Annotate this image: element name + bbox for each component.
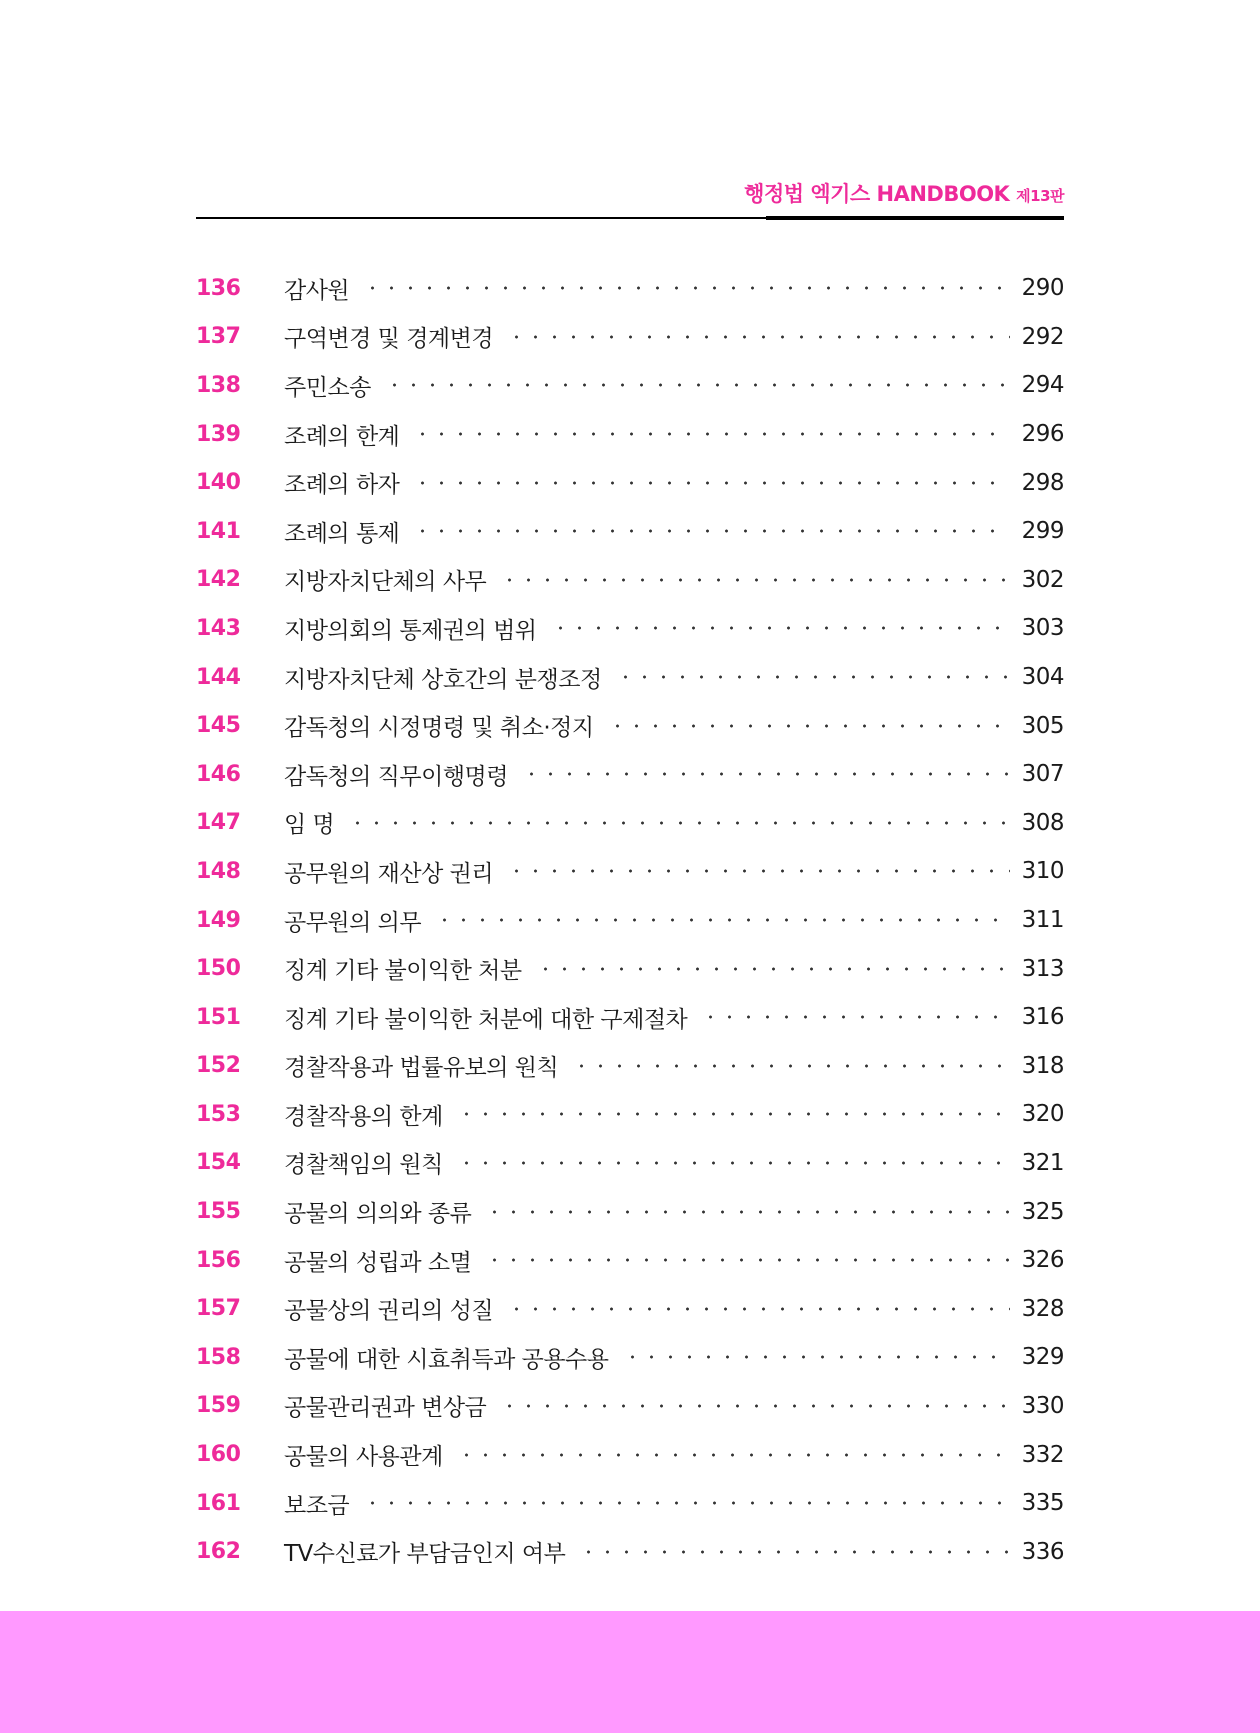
- dot-leader: [572, 1064, 1010, 1068]
- toc-entry-page: 305: [1021, 712, 1064, 739]
- toc-entry-number: 151: [196, 1004, 241, 1030]
- toc-entry-page: 310: [1021, 858, 1064, 885]
- toc-entry-title: 공물관리권과 변상금: [284, 1395, 487, 1422]
- toc-entry[interactable]: [196, 1187, 1064, 1236]
- toc-entry-number: 148: [196, 858, 241, 884]
- toc-entry-title: 구역변경 및 경계변경: [284, 326, 494, 353]
- toc-entry-page: 303: [1021, 615, 1064, 642]
- dot-leader: [457, 1453, 1010, 1457]
- toc-entry-title: 지방자치단체 상호간의 분쟁조정: [284, 666, 602, 693]
- toc-entry-page: 296: [1021, 421, 1064, 448]
- toc-entry-title: 조례의 한계: [284, 423, 400, 450]
- toc-entry[interactable]: [196, 1382, 1064, 1431]
- dot-leader: [536, 967, 1010, 971]
- dot-leader: [385, 383, 1010, 387]
- toc-entry-page: 294: [1021, 372, 1064, 399]
- toc-entry-number: 157: [196, 1296, 241, 1322]
- toc-entry-number: 153: [196, 1101, 241, 1127]
- toc-entry-page: 330: [1021, 1392, 1064, 1419]
- toc-entry-title: 공물에 대한 시효취득과 공용수용: [284, 1346, 609, 1373]
- dot-leader: [435, 918, 1010, 922]
- toc-entry-title: 공물의 사용관계: [284, 1444, 443, 1471]
- toc-entry-number: 162: [196, 1539, 241, 1565]
- toc-entry[interactable]: [196, 264, 1064, 313]
- toc-entry-number: 136: [196, 275, 241, 301]
- dot-leader: [363, 286, 1010, 290]
- toc-entry[interactable]: [196, 458, 1064, 507]
- toc-entry-number: 152: [196, 1053, 241, 1079]
- toc-entry[interactable]: [196, 1139, 1064, 1188]
- dot-leader: [500, 578, 1010, 582]
- toc-entry-title: 지방자치단체의 사무: [284, 569, 487, 596]
- toc-entry-title: 공무원의 재산상 권리: [284, 860, 494, 887]
- toc-entry-title: 공물의 성립과 소멸: [284, 1249, 472, 1276]
- toc-entry-number: 141: [196, 518, 241, 544]
- toc-entry-title: 경찰책임의 원칙: [284, 1152, 443, 1179]
- toc-entry-page: 316: [1021, 1004, 1064, 1031]
- toc-entry[interactable]: [196, 1479, 1064, 1528]
- toc-entry-number: 159: [196, 1393, 241, 1419]
- header-divider-accent: [766, 216, 1064, 220]
- toc-entry-page: 302: [1021, 566, 1064, 593]
- toc-entry-title: 공무원의 의무: [284, 909, 422, 936]
- toc-entry-title: 감사원: [284, 277, 350, 304]
- toc-entry-number: 139: [196, 421, 241, 447]
- toc-entry[interactable]: [196, 1236, 1064, 1285]
- toc-entry[interactable]: [196, 410, 1064, 459]
- toc-entry-number: 147: [196, 810, 241, 836]
- dot-leader: [485, 1210, 1010, 1214]
- toc-entry-page: 308: [1021, 809, 1064, 836]
- toc-entry[interactable]: [196, 1042, 1064, 1091]
- toc-entry-number: 142: [196, 567, 241, 593]
- toc-entry-number: 156: [196, 1247, 241, 1273]
- dot-leader: [413, 481, 1010, 485]
- toc-entry-title: 보조금: [284, 1492, 350, 1519]
- toc-entry-title: 조례의 하자: [284, 472, 400, 499]
- dot-leader: [579, 1550, 1010, 1554]
- toc-entry-title: 조례의 통제: [284, 520, 400, 547]
- toc-entry-page: 318: [1021, 1052, 1064, 1079]
- toc-entry-page: 307: [1021, 761, 1064, 788]
- toc-entry[interactable]: [196, 1333, 1064, 1382]
- dot-leader: [413, 529, 1010, 533]
- toc-entry-title: 공물의 의의와 종류: [284, 1201, 472, 1228]
- toc-entry-number: 143: [196, 615, 241, 641]
- toc-entry[interactable]: [196, 896, 1064, 945]
- dot-leader: [457, 1161, 1010, 1165]
- toc-entry-title: 징계 기타 불이익한 처분: [284, 958, 522, 985]
- dot-leader: [522, 772, 1010, 776]
- toc-entry[interactable]: [196, 1430, 1064, 1479]
- toc-entry-number: 155: [196, 1199, 241, 1225]
- toc-entry-title: 감독청의 시정명령 및 취소·정지: [284, 715, 594, 742]
- toc-entry[interactable]: [196, 1090, 1064, 1139]
- dot-leader: [485, 1258, 1010, 1262]
- toc-entry[interactable]: [196, 1284, 1064, 1333]
- toc-entry[interactable]: [196, 556, 1064, 605]
- toc-entry-page: 304: [1021, 664, 1064, 691]
- running-header: [744, 178, 1064, 208]
- toc-entry-number: 154: [196, 1150, 241, 1176]
- toc-entry[interactable]: [196, 313, 1064, 362]
- edition-label: 제13판: [1016, 187, 1064, 205]
- toc-entry-number: 161: [196, 1490, 241, 1516]
- toc-entry[interactable]: [196, 847, 1064, 896]
- toc-entry-number: 149: [196, 907, 241, 933]
- toc-entry[interactable]: [196, 701, 1064, 750]
- dot-leader: [507, 335, 1010, 339]
- toc-entry-page: 329: [1021, 1344, 1064, 1371]
- dot-leader: [616, 675, 1010, 679]
- toc-entry-title: 경찰작용과 법률유보의 원칙: [284, 1055, 559, 1082]
- toc-entry-title: TV수신료가 부담금인지 여부: [284, 1541, 566, 1568]
- dot-leader: [363, 1501, 1010, 1505]
- dot-leader: [551, 626, 1010, 630]
- toc-entry-page: 290: [1021, 275, 1064, 302]
- footer-band: [0, 1611, 1260, 1733]
- toc-entry-page: 325: [1021, 1198, 1064, 1225]
- toc-entry-page: 328: [1021, 1295, 1064, 1322]
- toc-entry-page: 335: [1021, 1490, 1064, 1517]
- toc-entry[interactable]: [196, 653, 1064, 702]
- toc-entry-title: 지방의회의 통제권의 범위: [284, 617, 537, 644]
- toc-entry-page: 326: [1021, 1247, 1064, 1274]
- toc-entry-number: 138: [196, 372, 241, 398]
- toc-entry-title: 경찰작용의 한계: [284, 1103, 443, 1130]
- toc-entry[interactable]: [196, 799, 1064, 848]
- toc-entry-page: 336: [1021, 1538, 1064, 1565]
- toc-entry-number: 150: [196, 956, 241, 982]
- table-of-contents: [196, 264, 1064, 1576]
- toc-entry-title: 공물상의 권리의 성질: [284, 1298, 494, 1325]
- toc-entry-page: 332: [1021, 1441, 1064, 1468]
- toc-entry[interactable]: [196, 944, 1064, 993]
- toc-entry[interactable]: [196, 361, 1064, 410]
- dot-leader: [608, 724, 1010, 728]
- dot-leader: [413, 432, 1010, 436]
- dot-leader: [507, 869, 1010, 873]
- toc-entry-page: 313: [1021, 955, 1064, 982]
- toc-entry-number: 158: [196, 1344, 241, 1370]
- toc-entry[interactable]: [196, 507, 1064, 556]
- dot-leader: [457, 1112, 1010, 1116]
- toc-entry-page: 299: [1021, 518, 1064, 545]
- dot-leader: [348, 821, 1010, 825]
- toc-entry-title: 주민소송: [284, 374, 371, 401]
- toc-entry-page: 298: [1021, 469, 1064, 496]
- toc-entry-number: 137: [196, 324, 241, 350]
- toc-entry-title: 징계 기타 불이익한 처분에 대한 구제절차: [284, 1006, 688, 1033]
- dot-leader: [701, 1015, 1010, 1019]
- toc-entry[interactable]: [196, 750, 1064, 799]
- toc-entry-title: 임 명: [284, 812, 335, 839]
- toc-entry-title: 감독청의 직무이행명령: [284, 763, 508, 790]
- toc-entry[interactable]: [196, 604, 1064, 653]
- book-title: 행정법 엑기스 HANDBOOK: [744, 182, 1010, 206]
- dot-leader: [623, 1355, 1011, 1359]
- toc-entry-page: 321: [1021, 1149, 1064, 1176]
- toc-entry-number: 146: [196, 761, 241, 787]
- toc-entry-page: 292: [1021, 323, 1064, 350]
- toc-entry-page: 311: [1021, 907, 1064, 934]
- toc-entry-number: 160: [196, 1442, 241, 1468]
- toc-entry-number: 145: [196, 713, 241, 739]
- toc-entry-number: 144: [196, 664, 241, 690]
- toc-entry[interactable]: [196, 1527, 1064, 1576]
- toc-entry[interactable]: [196, 993, 1064, 1042]
- dot-leader: [507, 1307, 1010, 1311]
- toc-entry-number: 140: [196, 470, 241, 496]
- toc-entry-page: 320: [1021, 1101, 1064, 1128]
- dot-leader: [500, 1404, 1010, 1408]
